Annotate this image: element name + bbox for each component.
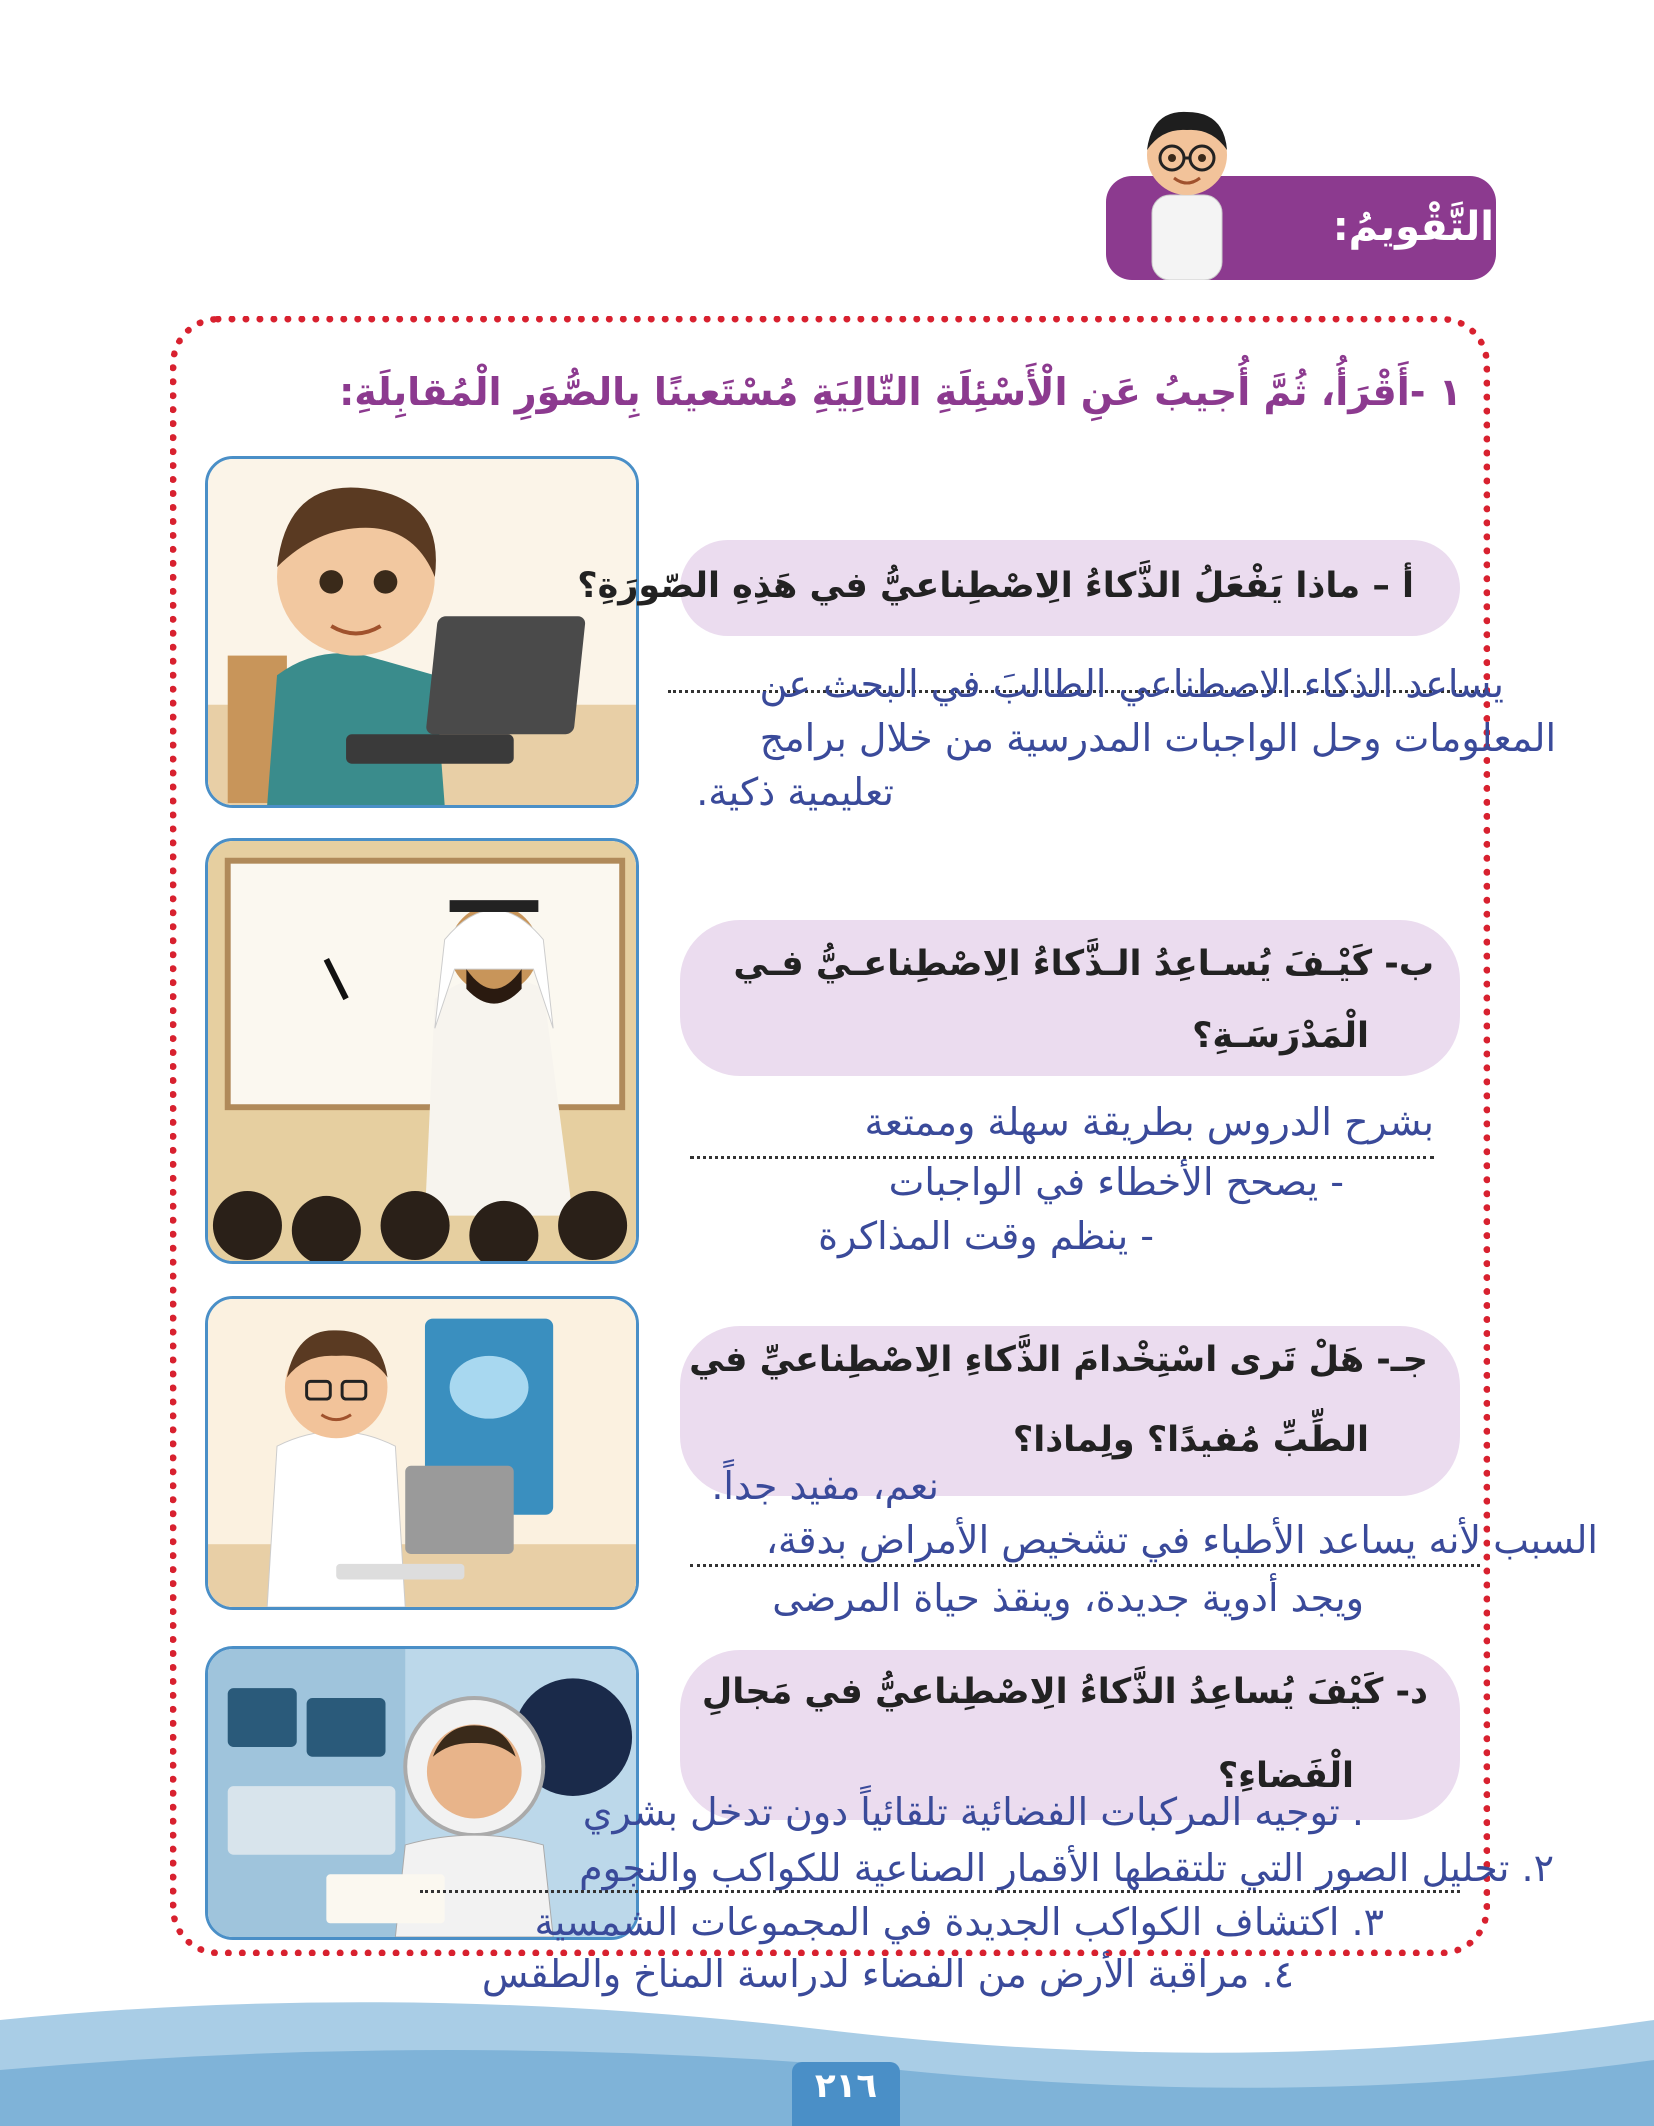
answer-d-line-1: . توجيه المركبات الفضائية تلقائياً دون تدخل بشري bbox=[582, 1790, 1364, 1834]
doctor-computer-illustration bbox=[205, 1296, 639, 1610]
answer-b-line-1: بشرح الدروس بطريقة سهلة وممتعة bbox=[864, 1100, 1434, 1144]
answer-c-line-1: نعم، مفيد جداً. bbox=[711, 1464, 939, 1508]
answer-a-line-2: المعلومات وحل الواجبات المدرسية من خلال برامج bbox=[759, 716, 1556, 760]
boy-character-illustration bbox=[1132, 100, 1242, 280]
answer-b-line bbox=[690, 1156, 1434, 1159]
teacher-classroom-illustration bbox=[205, 838, 639, 1264]
astronaut-spaceship-illustration bbox=[205, 1646, 639, 1940]
instruction-text: ١ -أَقْرَأُ، ثُمَّ أُجيبُ عَنِ الْأَسْئِلَةِ التّالِيَةِ مُسْتَعينًا بِالصُّوَرِ الْمُقابِلَةِ: bbox=[339, 370, 1462, 414]
answer-a-line-3: تعليمية ذكية. bbox=[696, 770, 894, 814]
answer-d-line-2: ٢. تحليل الصور التي تلتقطها الأقمار الصناعية للكواكب والنجوم bbox=[579, 1846, 1554, 1890]
question-b-text-line-2: الْمَدْرَسَـةِ؟ bbox=[1192, 1016, 1369, 1056]
answer-d-line bbox=[420, 1890, 1460, 1893]
answer-c-line bbox=[690, 1564, 1480, 1567]
question-b-text-line-1: ب- كَيْـفَ يُسـاعِدُ الـذَّكاءُ الِاصْطِناعـيُّ فـي bbox=[733, 944, 1434, 984]
question-d-text-line-1: د- كَيْفَ يُساعِدُ الذَّكاءُ الِاصْطِناعيُّ في مَجالِ bbox=[701, 1672, 1428, 1712]
question-d-text-line-2: الْفَضاءِ؟ bbox=[1217, 1756, 1354, 1796]
section-title: التَّقْويمُ: bbox=[1332, 204, 1494, 250]
answer-b-line-2: - يصحح الأخطاء في الواجبات bbox=[888, 1160, 1344, 1204]
answer-a-line-1: يساعد الذكاء الاصطناعي الطالبَ في البحث عن bbox=[759, 662, 1504, 706]
answer-d-line-3: ٣. اكتشاف الكواكب الجديدة في المجموعات الشمسية bbox=[534, 1900, 1384, 1944]
question-a-text: أ – ماذا يَفْعَلُ الذَّكاءُ الِاصْطِناعيُّ في هَذِهِ الصّورَةِ؟ bbox=[577, 566, 1414, 606]
answer-d-line-4: ٤. مراقبة الأرض من الفضاء لدراسة المناخ والطقس bbox=[481, 1952, 1294, 1996]
boy-laptop-illustration bbox=[205, 456, 639, 808]
answer-b-line-3: - ينظم وقت المذاكرة bbox=[818, 1214, 1154, 1258]
page-number: ٢١٦ bbox=[814, 2066, 878, 2106]
answer-c-line-2: السبب لأنه يساعد الأطباء في تشخيص الأمراض بدقة، bbox=[765, 1518, 1598, 1562]
question-c-text-line-1: جـ- هَلْ تَرى اسْتِخْدامَ الذَّكاءِ الِاصْطِناعيِّ في bbox=[689, 1340, 1428, 1380]
question-c-text-line-2: الطِّبِّ مُفيدًا؟ ولِماذا؟ bbox=[1012, 1420, 1369, 1460]
answer-c-line-3: ويجد أدوية جديدة، وينقذ حياة المرضى bbox=[772, 1576, 1364, 1620]
